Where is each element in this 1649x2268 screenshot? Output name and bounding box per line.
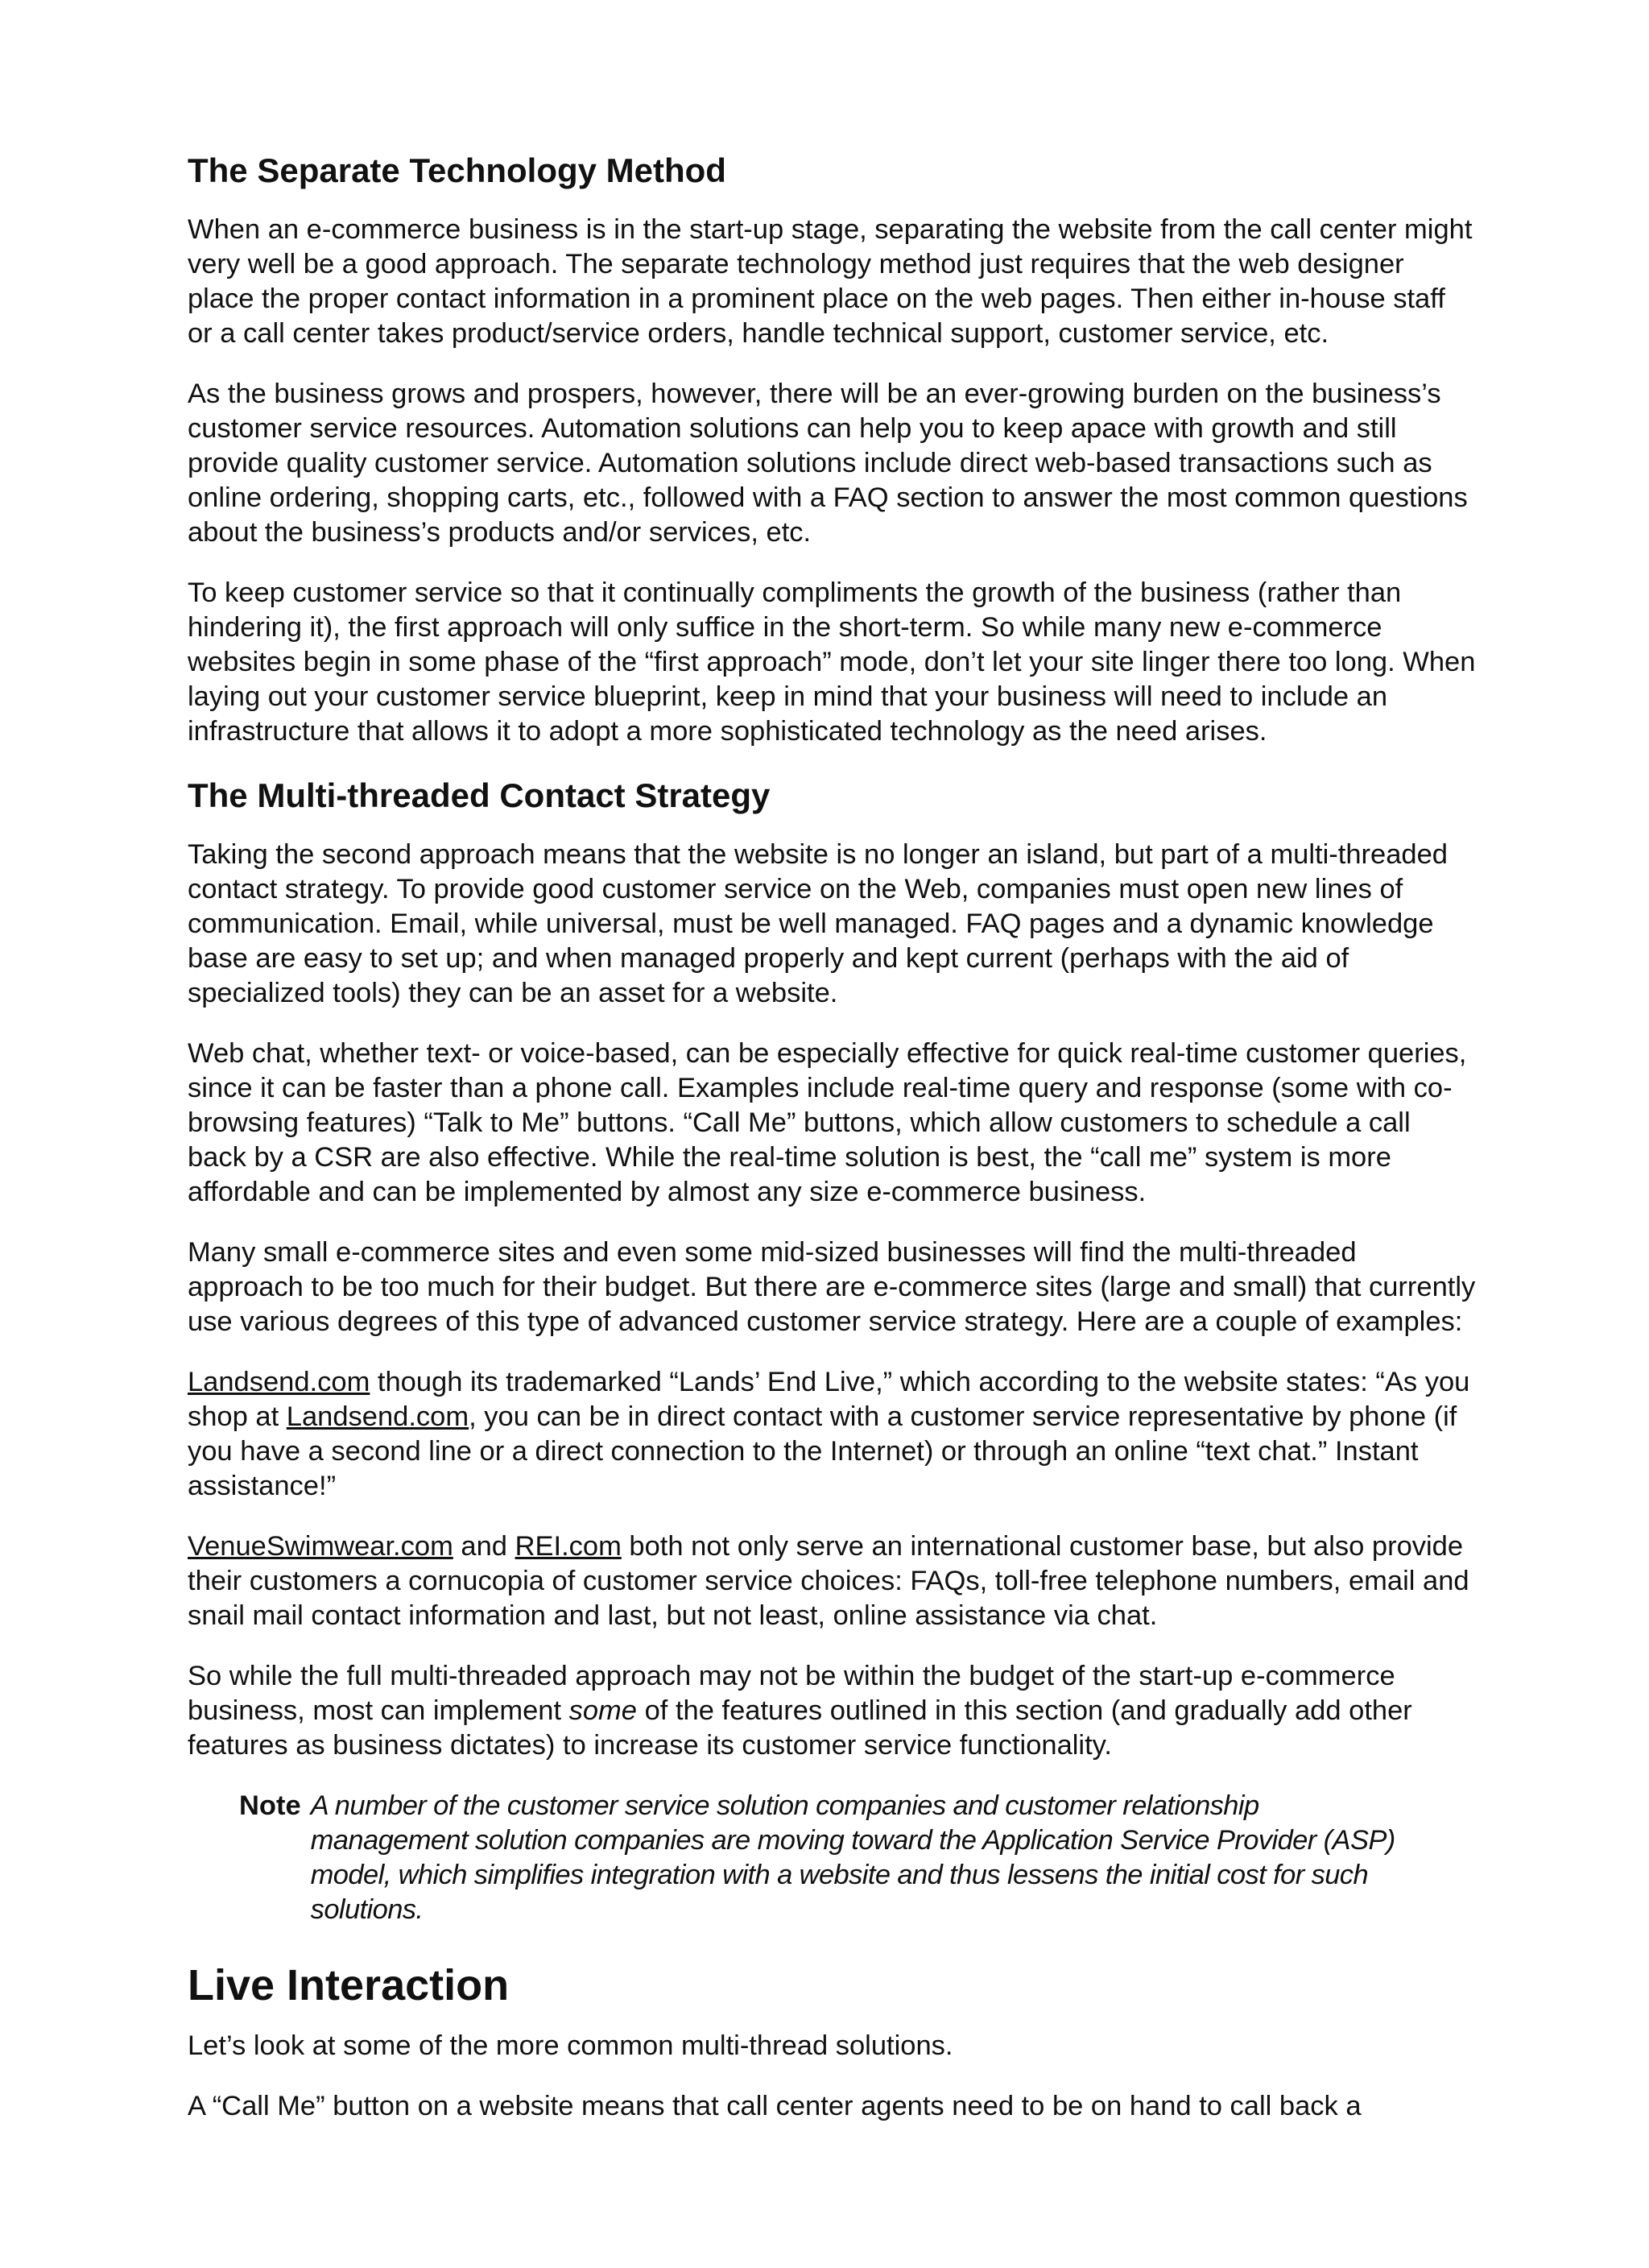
paragraph: When an e-commerce business is in the start-up stage, separating the website from the call center might very well be a good approach. The separate technology method just requires that the web designer place the proper contact information in a prominent place on the web pages. Then either in-house staff or a call center takes product/service orders, handle technical support, customer service, etc.	[188, 214, 1473, 349]
paragraph-text: though its trademarked “Lands’ End Live,” which according to the website states: “As you shop at	[188, 1367, 1470, 1432]
note-body: A number of the customer service solution companies and customer relationship management solution companies are moving toward the Application Service Provider (ASP) model, which simplifies integration with a website and thus lessens the initial cost for such solutions.	[310, 1790, 1395, 1925]
venueswimwear-link[interactable]: VenueSwimwear.com	[188, 1531, 453, 1562]
landsend-link[interactable]: Landsend.com	[188, 1367, 370, 1397]
paragraph-text: both not only serve an international customer base, but also provide their customers a cornucopia of customer service choices: FAQs, toll-free telephone numbers, email and snail mail contact information and last, but not least, online assistance via chat.	[188, 1531, 1469, 1631]
note-block	[239, 1789, 1476, 1927]
paragraph: To keep customer service so that it continually compliments the growth of the business (rather than hindering it), the first approach will only suffice in the short-term. So while many new e-commerce websites begin in some phase of the “first approach” mode, don’t let your site linger there too long. When laying out your customer service blueprint, keep in mind that your business will need to include an infrastructure that allows it to adopt a more sophisticated technology as the need arises.	[188, 577, 1476, 747]
paragraph-landsend	[188, 1365, 1476, 1504]
paragraph: Many small e-commerce sites and even some mid-sized businesses will find the multi-threaded approach to be too much for their budget. But there are e-commerce sites (large and small) that currently use various degrees of this type of advanced customer service strategy. Here are a couple of examples:	[188, 1237, 1476, 1337]
rei-link[interactable]: REI.com	[515, 1531, 622, 1562]
heading-multi-threaded-contact-strategy: The Multi-threaded Contact Strategy	[188, 776, 771, 814]
paragraph: Taking the second approach means that the website is no longer an island, but part of a multi-threaded contact strategy. To provide good customer service on the Web, companies must open new lines of communication. Email, while universal, must be well managed. FAQ pages and a dynamic knowledge base are easy to set up; and when managed properly and kept current (perhaps with the aid of specialized tools) they can be an asset for a website.	[188, 839, 1448, 1008]
paragraph: Web chat, whether text- or voice-based, can be especially effective for quick real-time customer queries, since it can be faster than a phone call. Examples include real-time query and response (some with co-browsing features) “Talk to Me” buttons. “Call Me” buttons, which allow customers to schedule a call back by a CSR are also effective. While the real-time solution is best, the “call me” system is more affordable and can be implemented by almost any size e-commerce business.	[188, 1038, 1467, 1207]
paragraph-text: , you can be in direct contact with a customer service representative by phone (if you have a second line or a direct connection to the Internet) or through an online “text chat.” Instant assistance!”	[188, 1401, 1457, 1501]
landsend-link-2[interactable]: Landsend.com	[286, 1401, 469, 1432]
paragraph: A “Call Me” button on a website means that call center agents need to be on hand to call back a	[188, 2091, 1362, 2121]
document-content	[188, 150, 1476, 2150]
paragraph: As the business grows and prospers, however, there will be an ever-growing burden on the business’s customer service resources. Automation solutions can help you to keep apace with growth and still provide quality customer service. Automation solutions include direct web-based transactions such as online ordering, shopping carts, etc., followed with a FAQ section to answer the most common questions about the business’s products and/or services, etc.	[188, 379, 1468, 548]
paragraph-venue-rei	[188, 1529, 1476, 1633]
emphasis-text: some	[568, 1695, 637, 1726]
paragraph-text: So while the full multi-threaded approach may not be within the budget of the start-up e-commerce business, most can implement	[188, 1661, 1395, 1726]
paragraph-text: and	[453, 1531, 515, 1562]
heading-live-interaction: Live Interaction	[188, 1961, 510, 2009]
paragraph: Let’s look at some of the more common multi-thread solutions.	[188, 2030, 953, 2061]
paragraph-text: of the features outlined in this section (and gradually add other features as business dictates) to increase its customer service functionality.	[188, 1695, 1412, 1761]
paragraph	[188, 1659, 1476, 1763]
note-label: Note	[239, 1790, 301, 1821]
heading-separate-technology-method: The Separate Technology Method	[188, 151, 726, 189]
